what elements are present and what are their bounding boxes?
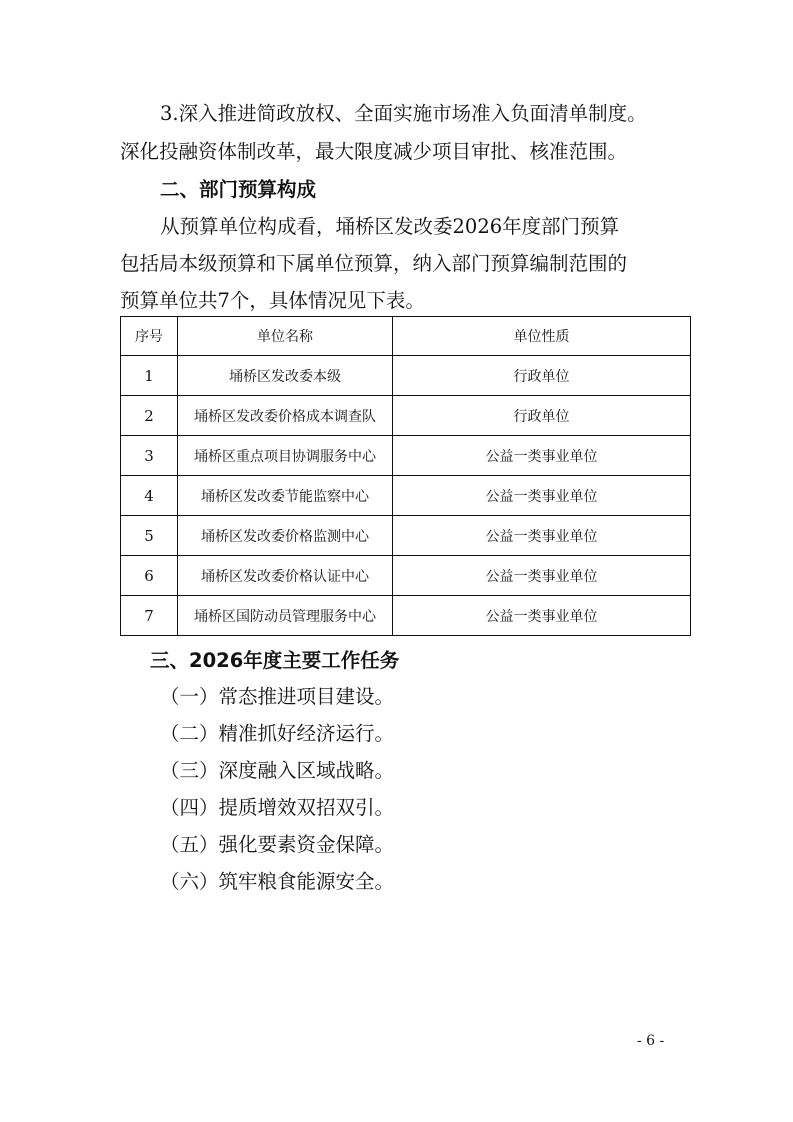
task-item: （六）筑牢粮食能源安全。 xyxy=(160,870,395,893)
column-header-index: 序号 xyxy=(121,317,178,356)
cell-unit-name: 埇桥区发改委价格监测中心 xyxy=(178,516,393,556)
column-header-unit-name: 单位名称 xyxy=(178,317,393,356)
cell-unit-name: 埇桥区国防动员管理服务中心 xyxy=(178,596,393,636)
cell-unit-type: 公益一类事业单位 xyxy=(393,436,691,476)
table-row xyxy=(121,476,691,516)
task-item: （四）提质增效双招双引。 xyxy=(160,796,395,819)
cell-index: 6 xyxy=(121,556,178,596)
table-row xyxy=(121,556,691,596)
cell-unit-type: 行政单位 xyxy=(393,356,691,396)
page-number: - 6 - xyxy=(637,1033,665,1049)
cell-unit-type: 公益一类事业单位 xyxy=(393,476,691,516)
table-header-row xyxy=(121,317,691,356)
paragraph-line: 深化投融资体制改革，最大限度减少项目审批、核准范围。 xyxy=(120,140,628,163)
task-item: （二）精准抓好经济运行。 xyxy=(160,722,395,745)
cell-unit-name: 埇桥区发改委节能监察中心 xyxy=(178,476,393,516)
cell-index: 1 xyxy=(121,356,178,396)
paragraph-line: 包括局本级预算和下属单位预算，纳入部门预算编制范围的 xyxy=(120,252,628,275)
table-row xyxy=(121,516,691,556)
table-row xyxy=(121,356,691,396)
budget-units-table xyxy=(120,316,691,636)
column-header-unit-type: 单位性质 xyxy=(393,317,691,356)
table-row xyxy=(121,436,691,476)
cell-unit-type: 公益一类事业单位 xyxy=(393,516,691,556)
cell-unit-name: 埇桥区重点项目协调服务中心 xyxy=(178,436,393,476)
task-item: （五）强化要素资金保障。 xyxy=(160,833,395,856)
cell-index: 3 xyxy=(121,436,178,476)
cell-unit-name: 埇桥区发改委价格成本调查队 xyxy=(178,396,393,436)
cell-unit-type: 行政单位 xyxy=(393,396,691,436)
cell-index: 4 xyxy=(121,476,178,516)
cell-unit-type: 公益一类事业单位 xyxy=(393,596,691,636)
paragraph-line: 预算单位共7个，具体情况见下表。 xyxy=(120,289,425,312)
table-row xyxy=(121,396,691,436)
cell-index: 5 xyxy=(121,516,178,556)
section-heading: 三、2026年度主要工作任务 xyxy=(150,649,400,672)
task-item: （三）深度融入区域战略。 xyxy=(160,759,395,782)
cell-unit-type: 公益一类事业单位 xyxy=(393,556,691,596)
table-row xyxy=(121,596,691,636)
cell-unit-name: 埇桥区发改委价格认证中心 xyxy=(178,556,393,596)
cell-index: 2 xyxy=(121,396,178,436)
section-heading: 二、部门预算构成 xyxy=(160,178,317,201)
task-item: （一）常态推进项目建设。 xyxy=(160,685,395,708)
paragraph-line: 3.深入推进简政放权、全面实施市场准入负面清单制度。 xyxy=(160,102,647,125)
cell-index: 7 xyxy=(121,596,178,636)
paragraph-line: 从预算单位构成看，埇桥区发改委2026年度部门预算 xyxy=(160,215,620,238)
cell-unit-name: 埇桥区发改委本级 xyxy=(178,356,393,396)
